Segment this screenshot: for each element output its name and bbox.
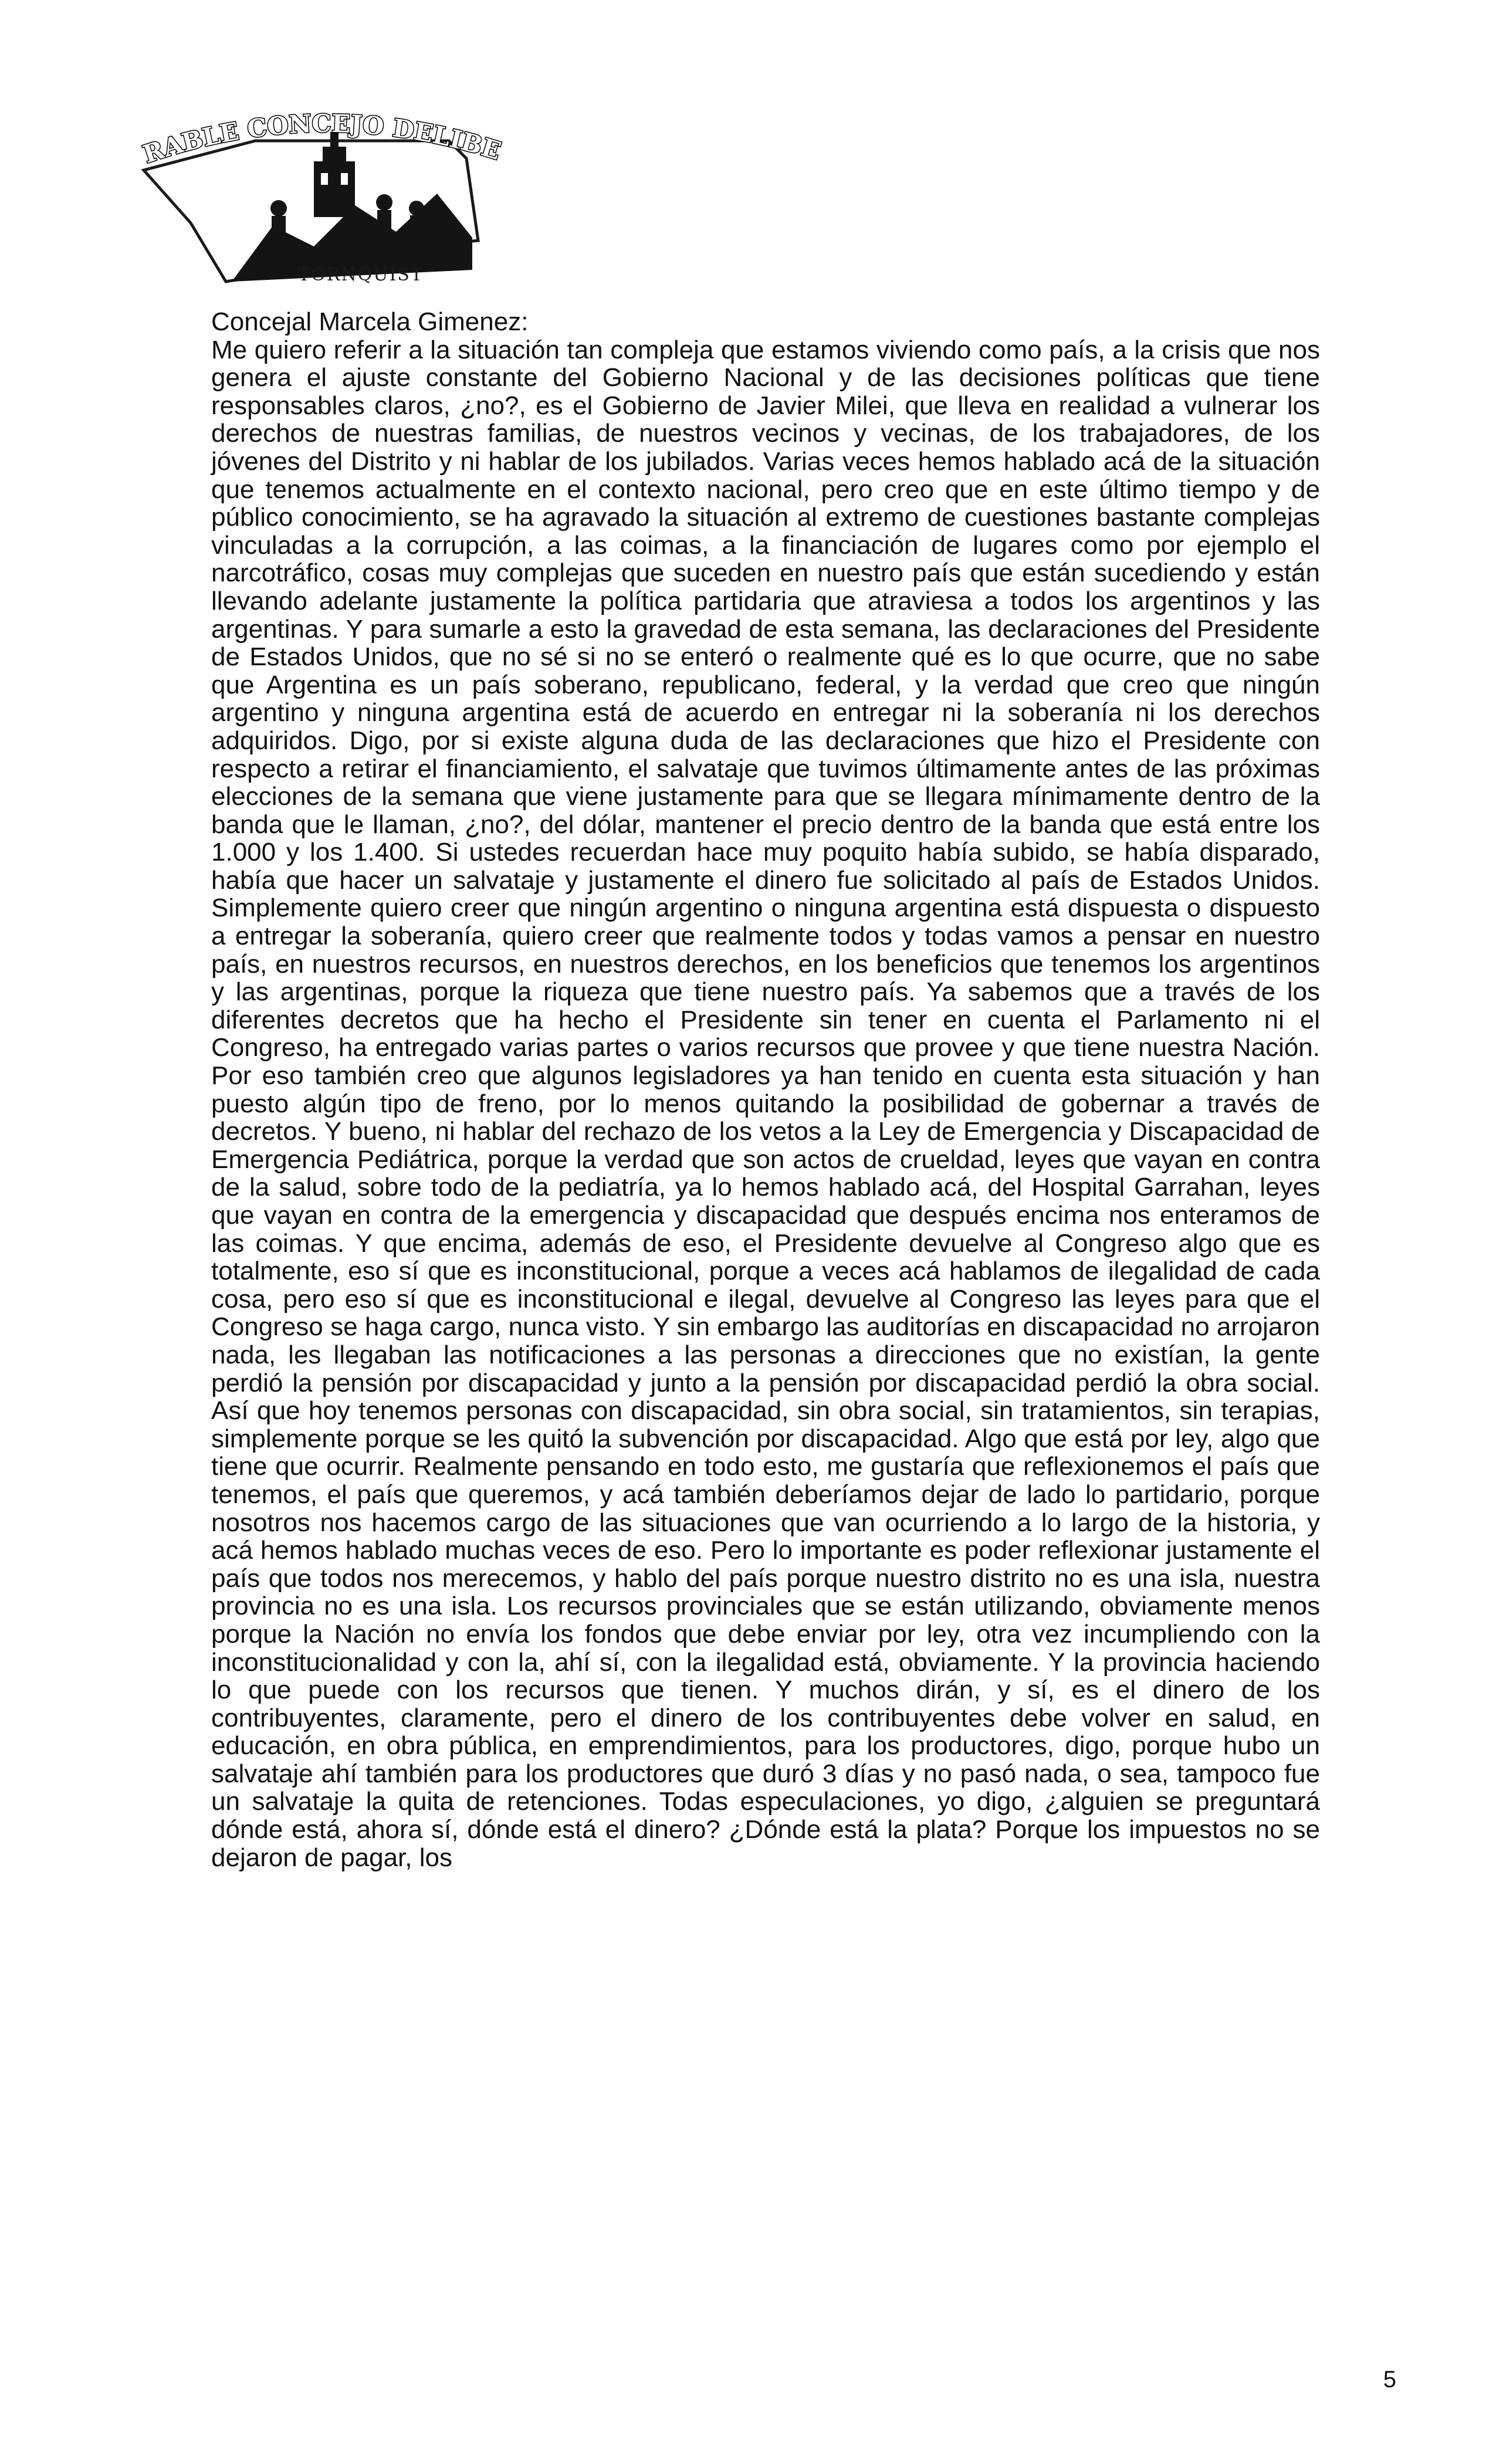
- speech-text: Me quiero referir a la situación tan compleja que estamos viviendo como país, a la crisis que nos genera el ajuste constante del Gobierno Nacional y de las decisiones políticas que tiene responsables claros, ¿no?, es el Gobierno de Javier Milei, que lleva en realidad a vulnerar los derechos de nuestras familias, de nuestros vecinos y vecinas, de los trabajadores, de los jóvenes del Distrito y ni hablar de los jubilados. Varias veces hemos hablado acá de la situación que tenemos actualmente en el contexto nacional, pero creo que en este último tiempo y de público conocimiento, se ha agravado la situación al extremo de cuestiones bastante complejas vinculadas a la corrupción, a las coimas, a la financiación de lugares como por ejemplo el narcotráfico, cosas muy complejas que suceden en nuestro país que están sucediendo y están llevando adelante justamente la política partidaria que atraviesa a todos los argentinos y las argentinas. Y para sumarle a esto la gravedad de esta semana, las declaraciones del Presidente de Estados Unidos, que no sé si no se enteró o realmente qué es lo que ocurre, que no sabe que Argentina es un país soberano, republicano, federal, y la verdad que creo que ningún argentino y ninguna argentina está de acuerdo en entregar ni la soberanía ni los derechos adquiridos. Digo, por si existe alguna duda de las declaraciones que hizo el Presidente con respecto a retirar el financiamiento, el salvataje que tuvimos últimamente antes de las próximas elecciones de la semana que viene justamente para que se llegara mínimamente dentro de la banda que le llaman, ¿no?, del dólar, mantener el precio dentro de la banda que está entre los 1.000 y los 1.400. Si ustedes recuerdan hace muy poquito había subido, se había disparado, había que hacer un salvataje y justamente el dinero fue solicitado al país de Estados Unidos. Simplemente quiero creer que ningún argentino o ninguna argentina está dispuesta o dispuesto a entregar la soberanía, quiero creer que realmente todos y todas vamos a pensar en nuestro país, en nuestros recursos, en nuestros derechos, en los beneficios que tenemos los argentinos y las argentinas, porque la riqueza que tiene nuestro país. Ya sabemos que a través de los diferentes decretos que ha hecho el Presidente sin tener en cuenta el Parlamento ni el Congreso, ha entregado varias partes o varios recursos que provee y que tiene nuestra Nación. Por eso también creo que algunos legisladores ya han tenido en cuenta esta situación y han puesto algún tipo de freno, por lo menos quitando la posibilidad de gobernar a través de decretos. Y bueno, ni hablar del rechazo de los vetos a la Ley de Emergencia y Discapacidad de Emergencia Pediátrica, porque la verdad que son actos de crueldad, leyes que vayan en contra de la salud, sobre todo de la pediatría, ya lo hemos hablado acá, del Hospital Garrahan, leyes que vayan en contra de la emergencia y discapacidad que después encima nos enteramos de las coimas. Y que encima, además de eso, el Presidente devuelve al Congreso algo que es totalmente, eso sí que es inconstitucional, porque a veces acá hablamos de ilegalidad de cada cosa, pero eso sí que es inconstitucional e ilegal, devuelve al Congreso las leyes para que el Congreso se haga cargo, nunca visto. Y sin embargo las auditorías en discapacidad no arrojaron nada, les llegaban las notificaciones a las personas a direcciones que no existían, la gente perdió la pensión por discapacidad y junto a la pensión por discapacidad perdió la obra social. Así que hoy tenemos personas con discapacidad, sin obra social, sin tratamientos, sin terapias, simplemente porque se les quitó la subvención por discapacidad. Algo que está por ley, algo que tiene que ocurrir. Realmente pensando en todo esto, me gustaría que reflexionemos el país que tenemos, el país que queremos, y acá también deberíamos dejar de lado lo partidario, porque nosotros nos hacemos cargo de las situaciones que van ocurriendo a lo largo de la historia, y acá hemos hablado muchas veces de eso. Pero lo importante es poder reflexionar justamente el país que todos nos merecemos, y hablo del país porque nuestro distrito no es una isla, nuestra provincia no es una isla. Los recursos provinciales que se están utilizando, obviamente menos porque la Nación no envía los fondos que debe enviar por ley, otra vez incumpliendo con la inconstitucionalidad y con la, ahí sí, con la ilegalidad está, obviamente. Y la provincia haciendo lo que puede con los recursos que tienen. Y muchos dirán, y sí, es el dinero de los contribuyentes, claramente, pero el dinero de los contribuyentes debe volver en salud, en educación, en obra pública, en emprendimientos, para los productores, digo, porque hubo un salvataje ahí también para los productores que duró 3 días y no pasó nada, o sea, tampoco fue un salvataje la quita de retenciones. Todas especulaciones, yo digo, ¿alguien se preguntará dónde está, ahora sí, dónde está el dinero? ¿Dónde está la plata? Porque los impuestos no se dejaron de pagar, los: [211, 335, 1320, 1872]
- logo-bottom-text: TORNQUIST: [298, 265, 424, 285]
- speaker-name: Concejal Marcela Gimenez:: [211, 307, 529, 336]
- speech-section: [211, 308, 1320, 1871]
- council-logo: [120, 106, 531, 287]
- page-number: 5: [1383, 2367, 1396, 2392]
- council-logo-graphic: [120, 106, 531, 287]
- logo-top-text: RABLE CONCEJO DELIBE: [139, 109, 505, 169]
